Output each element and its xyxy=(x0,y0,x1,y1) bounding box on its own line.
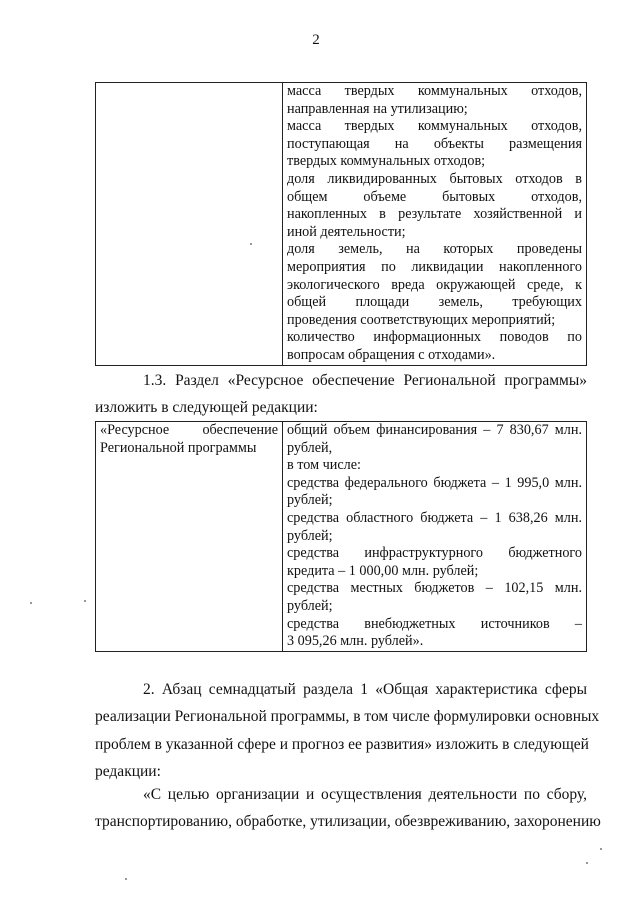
cell-line: иной деятельности; xyxy=(287,223,406,240)
cell-line: рублей, xyxy=(287,439,333,456)
resource-provision-table xyxy=(95,421,587,652)
cell-line: масса твердых коммунальных отходов, xyxy=(287,118,582,135)
cell-line: экологического вреда окружающей среде, к xyxy=(287,276,582,293)
cell-line: проведения соответствующих мероприятий; xyxy=(287,311,556,328)
cell-line: доля ликвидированных бытовых отходов в xyxy=(287,170,582,187)
table-left-cell xyxy=(96,83,283,366)
paragraph-line: «С целью организации и осуществления деятельности по сбору, xyxy=(143,786,587,803)
cell-line: в том числе: xyxy=(287,457,361,474)
paragraph-line: 1.3. Раздел «Ресурсное обеспечение Региональной программы» xyxy=(143,372,587,389)
cell-line: рублей; xyxy=(287,492,333,509)
cell-line: рублей; xyxy=(287,527,333,544)
table-row xyxy=(96,83,587,366)
cell-line: поступающая на объекты размещения xyxy=(287,135,582,152)
cell-line: рублей; xyxy=(287,597,333,614)
scan-speck xyxy=(84,600,86,602)
cell-line: направленная на утилизацию; xyxy=(287,100,468,117)
cell-line: средства внебюджетных источников – xyxy=(287,615,582,632)
cell-line: 3 095,26 млн. рублей». xyxy=(287,633,424,650)
cell-line: доля земель, на которых проведены xyxy=(287,241,582,258)
cell-line: мероприятия по ликвидации накопленного xyxy=(287,258,582,275)
cell-line: Региональной программы xyxy=(100,439,257,456)
cell-line: средства местных бюджетов – 102,15 млн. xyxy=(287,580,582,597)
paragraph-line: 2. Абзац семнадцатый раздела 1 «Общая характеристика сферы xyxy=(143,681,587,698)
paragraph-line: проблем в указанной сфере и прогноз ее развития» изложить в следующей xyxy=(95,735,589,753)
cell-line: общем объеме бытовых отходов, xyxy=(287,188,582,205)
cell-line: средства федерального бюджета – 1 995,0 млн. xyxy=(287,474,582,491)
cell-line: твердых коммунальных отходов; xyxy=(287,153,486,170)
scan-speck xyxy=(30,602,32,604)
scan-speck xyxy=(125,878,127,880)
scan-speck xyxy=(600,848,602,850)
table-row xyxy=(96,422,587,652)
table-right-cell xyxy=(283,422,587,652)
paragraph-line: транспортированию, обработке, утилизации, обезвреживанию, захоронению xyxy=(95,813,601,831)
paragraph-1-3 xyxy=(95,367,587,422)
cell-line: кредита – 1 000,00 млн. рублей; xyxy=(287,562,479,579)
scan-speck xyxy=(250,243,252,245)
cell-line: «Ресурсное обеспечение xyxy=(100,422,278,438)
cell-line: количество информационных поводов по xyxy=(287,329,582,346)
paragraph-2 xyxy=(95,676,600,786)
table-left-cell xyxy=(96,422,283,652)
cell-line: вопросам обращения с отходами». xyxy=(287,346,496,363)
paragraph-3 xyxy=(95,781,601,836)
table-right-cell xyxy=(283,83,587,366)
cell-line: общий объем финансирования – 7 830,67 млн. xyxy=(287,422,582,438)
page-number: 2 xyxy=(312,32,320,48)
cell-line: средства областного бюджета – 1 638,26 млн. xyxy=(287,509,582,526)
cell-line: средства инфраструктурного бюджетного xyxy=(287,545,582,562)
cell-line: масса твердых коммунальных отходов, xyxy=(287,83,582,99)
scan-speck xyxy=(586,862,588,864)
cell-line: общей площади земель, требующих xyxy=(287,294,582,311)
indicators-table-continuation xyxy=(95,82,587,366)
paragraph-line: редакции: xyxy=(95,763,161,781)
paragraph-line: изложить в следующей редакции: xyxy=(95,399,318,417)
cell-line: накопленных в результате хозяйственной и xyxy=(287,206,582,223)
paragraph-line: реализации Региональной программы, в том числе формулировки основных xyxy=(95,708,600,726)
